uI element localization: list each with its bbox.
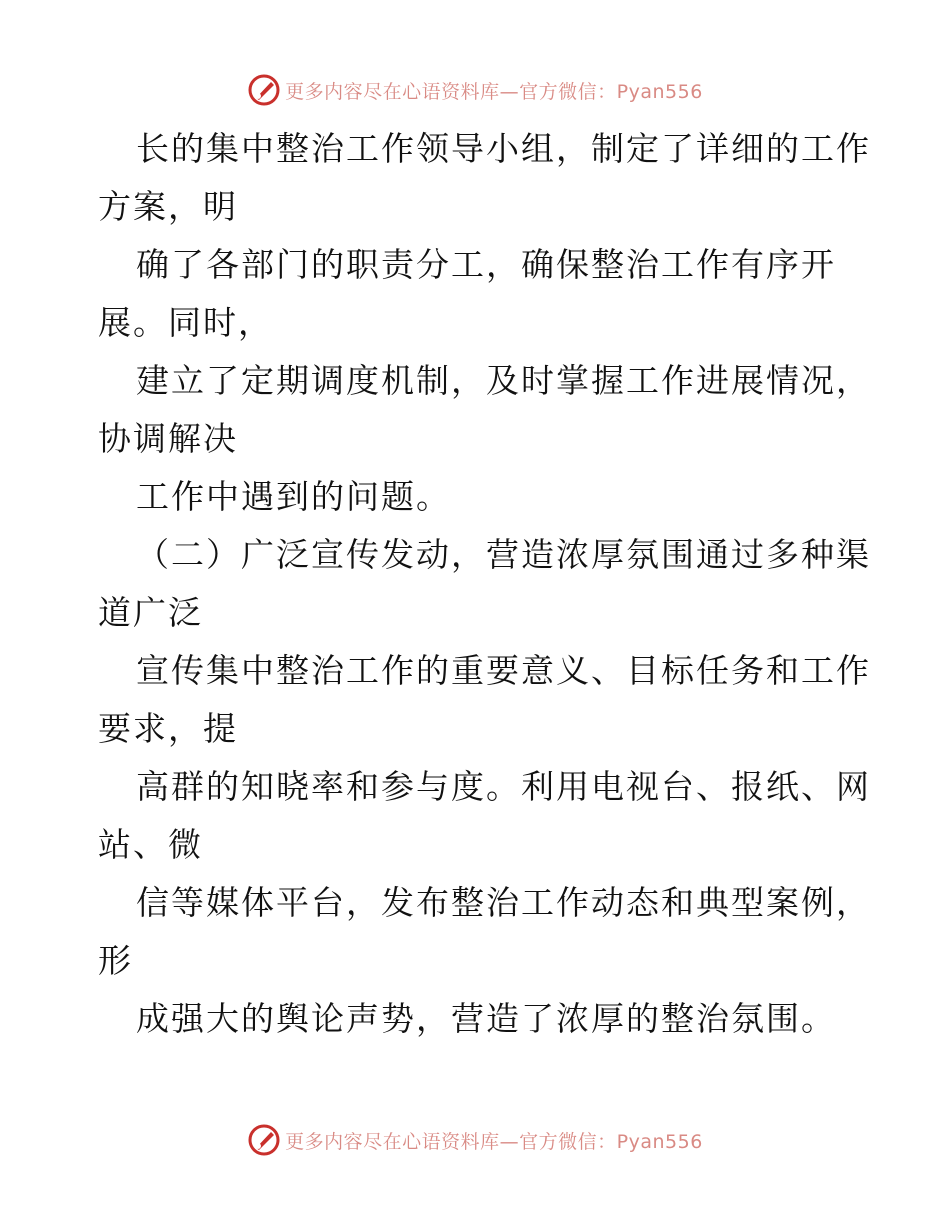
text-line: 确了各部门的职责分工，确保整治工作有序开: [136, 245, 836, 284]
text-line: 形: [98, 941, 133, 980]
document-body: [98, 120, 871, 1048]
watermark-text: 更多内容尽在心语资料库—官方微信：Pyan556: [285, 80, 703, 103]
watermark-text: 更多内容尽在心语资料库—官方微信：Pyan556: [285, 1130, 703, 1153]
text-line: 展。同时，: [98, 303, 273, 342]
quill-logo-icon: [247, 73, 281, 107]
text-line: 长的集中整治工作领导小组，制定了详细的工作: [136, 129, 871, 168]
text-line: 建立了定期调度机制，及时掌握工作进展情况，: [136, 361, 871, 400]
quill-logo-icon: [247, 1123, 281, 1157]
text-line: （二）广泛宣传发动，营造浓厚氛围通过多种渠: [136, 535, 871, 574]
text-line: 高群的知晓率和参与度。利用电视台、报纸、网: [136, 767, 871, 806]
footer-watermark: [0, 1120, 950, 1160]
text-line: 信等媒体平台，发布整治工作动态和典型案例，: [136, 883, 871, 922]
text-line: 工作中遇到的问题。: [136, 477, 451, 516]
text-line: 方案，明: [98, 187, 238, 226]
text-line: 要求，提: [98, 709, 238, 748]
text-line: 道广泛: [98, 593, 203, 632]
header-watermark: [0, 70, 950, 110]
text-line: 站、微: [98, 825, 203, 864]
text-line: 协调解决: [98, 419, 238, 458]
text-line: 宣传集中整治工作的重要意义、目标任务和工作: [136, 651, 871, 690]
text-line: 成强大的舆论声势，营造了浓厚的整治氛围。: [136, 999, 836, 1038]
